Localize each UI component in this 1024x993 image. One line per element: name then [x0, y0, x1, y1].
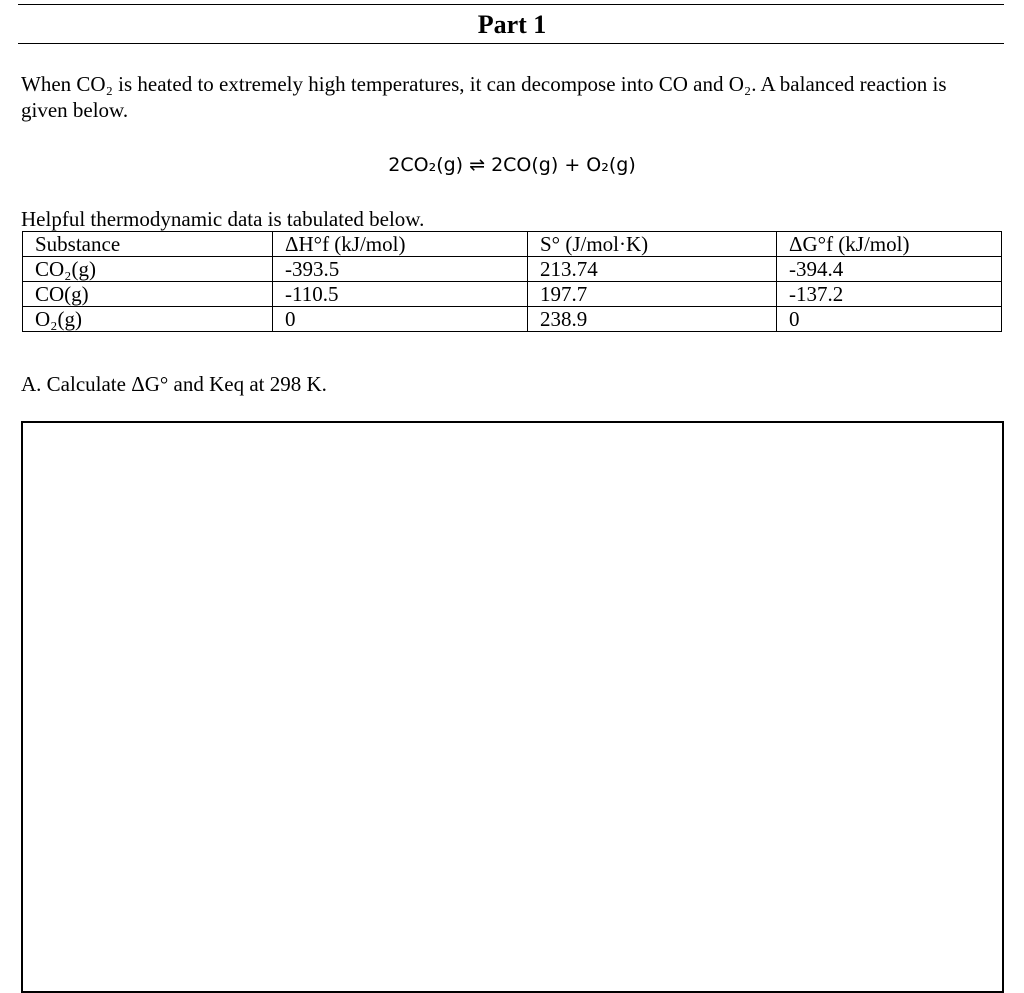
cell-entropy: 238.9 [528, 307, 777, 332]
header-gibbs: ΔG°f (kJ/mol) [777, 232, 1002, 257]
cell-substance: CO₂(g) [23, 257, 273, 282]
table-row [23, 257, 1002, 282]
table-caption: Helpful thermodynamic data is tabulated below. [21, 207, 425, 231]
header-substance: Substance [23, 232, 273, 257]
intro-paragraph: When CO₂ is heated to extremely high temperatures, it can decompose into CO and O₂. A balanced reaction is given below. [21, 72, 947, 122]
cell-enthalpy: -110.5 [273, 282, 528, 307]
cell-entropy: 197.7 [528, 282, 777, 307]
table-header-row [23, 232, 1002, 257]
top-rule [18, 4, 1004, 5]
header-enthalpy: ΔH°f (kJ/mol) [273, 232, 528, 257]
cell-enthalpy: -393.5 [273, 257, 528, 282]
title-underline [18, 43, 1004, 44]
cell-gibbs: -394.4 [777, 257, 1002, 282]
cell-gibbs: 0 [777, 307, 1002, 332]
cell-substance: O₂(g) [23, 307, 273, 332]
answer-box[interactable] [21, 421, 1004, 993]
cell-enthalpy: 0 [273, 307, 528, 332]
cell-gibbs: -137.2 [777, 282, 1002, 307]
cell-substance: CO(g) [23, 282, 273, 307]
reaction-equation: 2CO₂(g) ⇌ 2CO(g) + O₂(g) [388, 154, 636, 176]
header-entropy: S° (J/mol·K) [528, 232, 777, 257]
question-a: A. Calculate ΔG° and Keq at 298 K. [21, 372, 327, 396]
page-title: Part 1 [477, 10, 547, 39]
table-row [23, 282, 1002, 307]
thermo-data-table [22, 231, 1002, 332]
cell-entropy: 213.74 [528, 257, 777, 282]
table-row [23, 307, 1002, 332]
